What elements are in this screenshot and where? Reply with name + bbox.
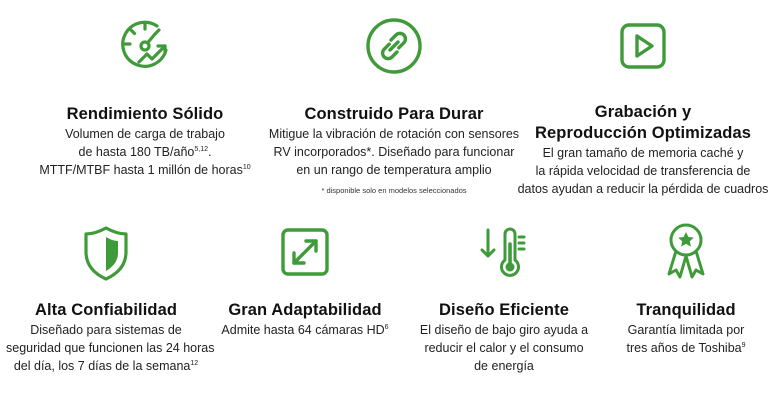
shield-icon [81,224,131,282]
feature-description [600,321,772,357]
feature-desc-line: la rápida velocidad de transferencia de [535,164,751,178]
feature-description [258,125,530,179]
feature-title: Rendimiento Sólido [66,105,224,123]
feature-title: Grabación y Reproducción Optimizadas [534,103,751,142]
feature-desc-line: de hasta 180 TB/año$^{5,12}$. [78,145,212,159]
feature-desc-line: Diseñado para sistemas de [30,323,182,337]
feature-desc-line: del día, los 7 días de la semana$^{12}$ [13,359,199,373]
award-ribbon-icon [662,220,710,282]
feature-desc-line: Volumen de carga de trabajo [65,127,225,141]
feature-adaptabilidad [212,226,398,339]
feature-description [6,321,215,375]
feature-confiabilidad [6,224,215,375]
feature-grabacion [512,20,774,198]
feature-desc-line: en un rango de temperatura amplio [296,163,492,177]
feature-tranquilidad [600,220,772,357]
feature-desc-line: MTTF/MTBF hasta 1 millón de horas$^{10}$ [39,163,251,177]
feature-title: Construido Para Durar [304,105,484,123]
feature-description [20,125,270,179]
feature-title: Gran Adaptabilidad [228,301,382,319]
feature-desc-line: RV incorporados*. Diseñado para funcionar [273,145,515,159]
feature-description [404,321,604,375]
chain-link-icon [364,16,424,76]
feature-desc-line: Mitigue la vibración de rotación con sensores [268,127,520,141]
feature-desc-line: Admite hasta 64 cámaras $HD^6$ [221,323,389,337]
feature-desc-line: Garantía limitada por [627,323,745,337]
feature-title: Diseño Eficiente [439,301,569,319]
feature-desc-line: tres años de Toshiba$^9$ [626,341,746,355]
footnote: * disponible solo en modelos seleccionados [321,186,467,195]
feature-desc-line: reducir el calor y el consumo [424,341,584,355]
feature-diseno-eficiente [404,224,604,375]
feature-construido [258,16,530,195]
feature-desc-line: El gran tamaño de memoria caché y [542,146,744,160]
play-button-icon [617,20,669,72]
feature-desc-line: de energía [474,359,534,373]
feature-desc-line: seguridad que funcionen las 24 horas [6,341,215,355]
thermometer-arrows-icon [477,224,531,280]
expand-arrows-icon [279,226,331,278]
feature-title: Tranquilidad [636,301,736,319]
feature-title: Alta Confiabilidad [34,301,178,319]
feature-description [212,321,398,339]
feature-desc-line: datos ayudan a reducir la pérdida de cuadros [517,182,769,196]
feature-rendimiento [20,16,270,179]
speedometer-arrow-icon [117,16,173,72]
feature-description [512,144,774,198]
feature-desc-line: El diseño de bajo giro ayuda a [419,323,589,337]
